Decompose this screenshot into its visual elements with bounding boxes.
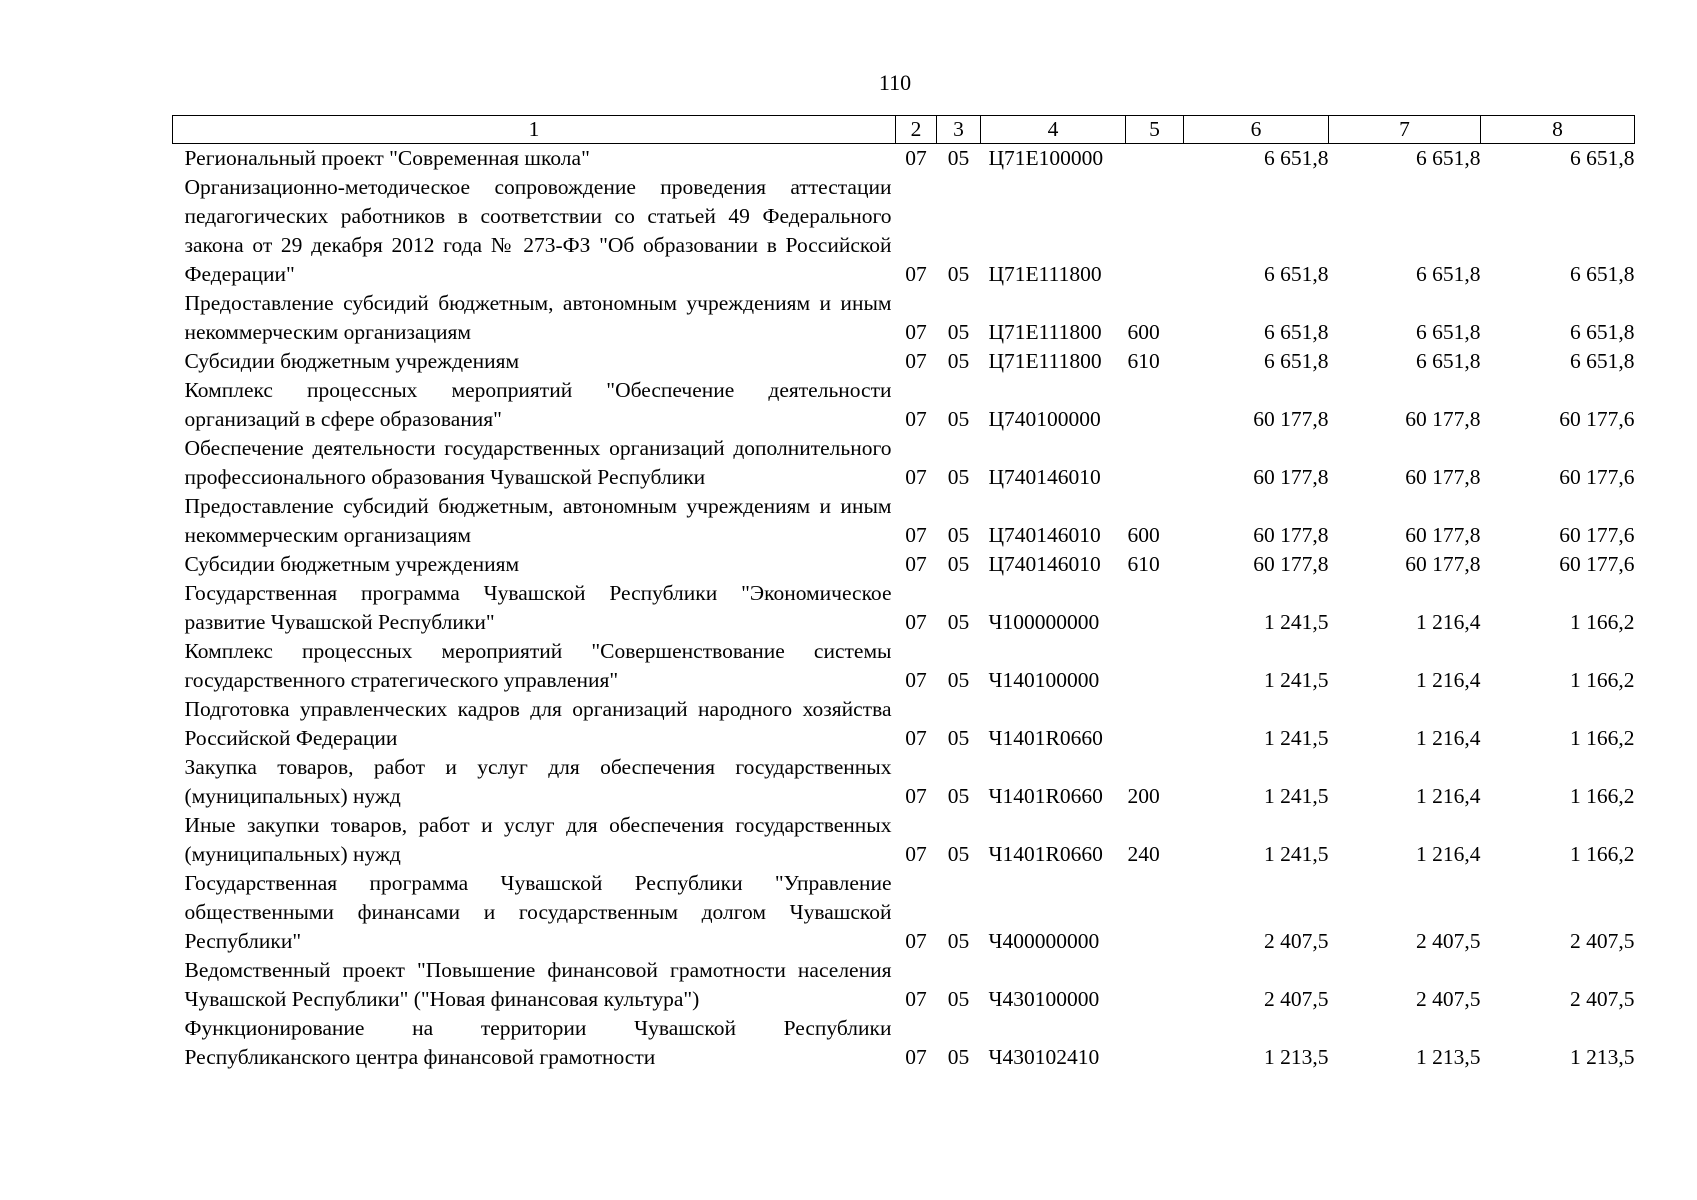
row-expense-type [1126,173,1184,289]
header-col-6: 6 [1184,116,1329,144]
table-row [173,492,1635,550]
row-name: Предоставление субсидий бюджетным, автономным учреждениям и иным некоммерческим организациям [184,291,892,344]
row-subsection: 05 [947,726,970,750]
row-value-col8: 6 651,8 [1570,320,1635,344]
row-subsection: 05 [947,407,970,431]
row-target-article: Ц740146010 [988,552,1101,576]
row-name: Региональный проект "Современная школа" [184,146,590,170]
header-col-7: 7 [1329,116,1481,144]
row-name: Субсидии бюджетным учреждениям [184,349,520,373]
row-expense-type [1126,579,1184,637]
row-target-article: Ц740146010 [988,465,1101,489]
row-subsection: 05 [947,465,970,489]
row-target-article: Ч430102410 [988,1045,1100,1069]
row-expense-type [1126,144,1184,174]
row-value-col8: 60 177,6 [1559,523,1635,547]
table-row [173,637,1635,695]
row-section: 07 [905,726,927,750]
row-subsection: 05 [947,262,970,286]
row-value-col6: 1 241,5 [1264,726,1329,750]
row-value-col6: 6 651,8 [1264,146,1329,170]
row-value-col6: 60 177,8 [1253,407,1329,431]
row-value-col7: 6 651,8 [1416,349,1481,373]
row-target-article: Ц71Е111800 [988,320,1102,344]
row-name: Подготовка управленческих кадров для организаций народного хозяйства Российской Федерации [184,697,892,750]
row-value-col7: 1 216,4 [1416,784,1481,808]
row-target-article: Ч400000000 [988,929,1100,953]
row-value-col8: 1 166,2 [1570,668,1635,692]
row-value-col6: 60 177,8 [1253,552,1329,576]
row-value-col8: 6 651,8 [1570,262,1635,286]
row-expense-type [1126,637,1184,695]
row-value-col8: 1 166,2 [1570,610,1635,634]
row-value-col8: 2 407,5 [1570,987,1635,1011]
table-row [173,869,1635,956]
row-value-col7: 60 177,8 [1405,465,1481,489]
row-subsection: 05 [947,842,970,866]
row-value-col8: 1 213,5 [1570,1045,1635,1069]
row-name: Государственная программа Чувашской Республики "Управление общественными финансами и государственным долгом Чувашской Республики" [184,871,892,953]
row-name: Субсидии бюджетным учреждениям [184,552,520,576]
row-expense-type [1126,434,1184,492]
header-col-3: 3 [937,116,981,144]
row-name: Иные закупки товаров, работ и услуг для обеспечения государственных (муниципальных) нужд [184,813,892,866]
row-value-col8: 60 177,6 [1559,552,1635,576]
row-value-col8: 2 407,5 [1570,929,1635,953]
row-value-col6: 1 241,5 [1264,668,1329,692]
table-row [173,956,1635,1014]
row-section: 07 [905,842,927,866]
header-col-1: 1 [173,116,896,144]
row-target-article: Ц71Е100000 [988,146,1104,170]
row-value-col6: 6 651,8 [1264,349,1329,373]
row-value-col8: 1 166,2 [1570,726,1635,750]
header-col-4: 4 [981,116,1126,144]
row-name: Обеспечение деятельности государственных организаций дополнительного профессионального образования Чувашской Республики [184,436,892,489]
row-section: 07 [905,523,927,547]
row-value-col7: 1 216,4 [1416,726,1481,750]
row-subsection: 05 [947,1045,970,1069]
table-header [173,116,1635,144]
row-target-article: Ч1401R0660 [988,726,1103,750]
row-value-col6: 2 407,5 [1264,929,1329,953]
row-section: 07 [905,262,927,286]
row-name: Государственная программа Чувашской Республики "Экономическое развитие Чувашской Республики" [184,581,892,634]
row-value-col7: 6 651,8 [1416,320,1481,344]
row-value-col6: 2 407,5 [1264,987,1329,1011]
row-expense-type: 600 [1127,523,1160,547]
row-target-article: Ц740146010 [988,523,1101,547]
row-target-article: Ц71Е111800 [988,262,1102,286]
row-name: Закупка товаров, работ и услуг для обеспечения государственных (муниципальных) нужд [184,755,892,808]
row-value-col7: 1 216,4 [1416,610,1481,634]
row-target-article: Ц71Е111800 [988,349,1102,373]
row-value-col7: 60 177,8 [1405,407,1481,431]
row-name: Комплекс процессных мероприятий "Обеспечение деятельности организаций в сфере образования" [184,378,892,431]
row-subsection: 05 [947,929,970,953]
row-section: 07 [905,784,927,808]
row-value-col6: 6 651,8 [1264,262,1329,286]
budget-table [172,115,1635,1072]
row-subsection: 05 [947,146,970,170]
row-value-col7: 60 177,8 [1405,523,1481,547]
row-value-col8: 6 651,8 [1570,146,1635,170]
table-row [173,289,1635,347]
row-value-col7: 2 407,5 [1416,929,1481,953]
row-value-col6: 1 241,5 [1264,784,1329,808]
row-section: 07 [905,349,927,373]
row-expense-type [1126,376,1184,434]
row-value-col6: 60 177,8 [1253,523,1329,547]
row-subsection: 05 [947,552,970,576]
row-section: 07 [905,987,927,1011]
table-row [173,550,1635,579]
row-value-col6: 1 213,5 [1264,1045,1329,1069]
table-body [173,144,1635,1073]
table-row [173,376,1635,434]
row-expense-type: 610 [1127,349,1160,373]
row-subsection: 05 [947,987,970,1011]
row-value-col6: 6 651,8 [1264,320,1329,344]
row-section: 07 [905,668,927,692]
row-value-col8: 60 177,6 [1559,465,1635,489]
row-value-col8: 60 177,6 [1559,407,1635,431]
row-value-col6: 1 241,5 [1264,842,1329,866]
row-section: 07 [905,929,927,953]
row-name: Функционирование на территории Чувашской Республики Республиканского центра финансовой грамотности [184,1016,892,1069]
row-name: Организационно-методическое сопровождение проведения аттестации педагогических работников в соответствии со статьей 49 Федерального закона от 29 декабря 2012 года № 273-ФЗ "Об образовании в Российской Федерации" [184,175,892,286]
table-row [173,811,1635,869]
row-expense-type: 240 [1127,842,1160,866]
row-expense-type: 200 [1127,784,1160,808]
page-number: 110 [878,70,912,95]
row-value-col7: 1 213,5 [1416,1045,1481,1069]
row-expense-type [1126,956,1184,1014]
row-expense-type [1126,869,1184,956]
row-value-col7: 1 216,4 [1416,668,1481,692]
header-col-2: 2 [896,116,937,144]
table-row [173,695,1635,753]
row-name: Ведомственный проект "Повышение финансовой грамотности населения Чувашской Республики" ("Новая финансовая культура") [184,958,892,1011]
row-expense-type [1126,1014,1184,1072]
row-expense-type: 610 [1127,552,1160,576]
row-section: 07 [905,465,927,489]
table-row [173,434,1635,492]
row-target-article: Ц740100000 [988,407,1101,431]
row-subsection: 05 [947,610,970,634]
table-row [173,144,1635,174]
row-value-col7: 60 177,8 [1405,552,1481,576]
row-name: Комплекс процессных мероприятий "Совершенствование системы государственного стратегического управления" [184,639,892,692]
table-row [173,753,1635,811]
row-subsection: 05 [947,668,970,692]
table-row [173,579,1635,637]
row-value-col7: 6 651,8 [1416,146,1481,170]
row-expense-type [1126,695,1184,753]
header-row [173,116,1635,144]
row-section: 07 [905,320,927,344]
row-target-article: Ч140100000 [988,668,1100,692]
row-subsection: 05 [947,523,970,547]
header-col-5: 5 [1126,116,1184,144]
row-section: 07 [905,610,927,634]
row-value-col7: 6 651,8 [1416,262,1481,286]
header-col-8: 8 [1481,116,1635,144]
row-value-col8: 6 651,8 [1570,349,1635,373]
row-value-col7: 1 216,4 [1416,842,1481,866]
row-section: 07 [905,407,927,431]
row-section: 07 [905,1045,927,1069]
row-target-article: Ч1401R0660 [988,842,1103,866]
row-target-article: Ч430100000 [988,987,1100,1011]
row-subsection: 05 [947,349,970,373]
table-row [173,1014,1635,1072]
row-name: Предоставление субсидий бюджетным, автономным учреждениям и иным некоммерческим организациям [184,494,892,547]
row-target-article: Ч100000000 [988,610,1100,634]
table-row [173,347,1635,376]
row-value-col6: 60 177,8 [1253,465,1329,489]
table-row [173,173,1635,289]
row-expense-type: 600 [1127,320,1160,344]
row-target-article: Ч1401R0660 [988,784,1103,808]
row-subsection: 05 [947,320,970,344]
row-value-col7: 2 407,5 [1416,987,1481,1011]
row-value-col8: 1 166,2 [1570,784,1635,808]
row-value-col6: 1 241,5 [1264,610,1329,634]
row-subsection: 05 [947,784,970,808]
row-value-col8: 1 166,2 [1570,842,1635,866]
row-section: 07 [905,146,927,170]
row-section: 07 [905,552,927,576]
